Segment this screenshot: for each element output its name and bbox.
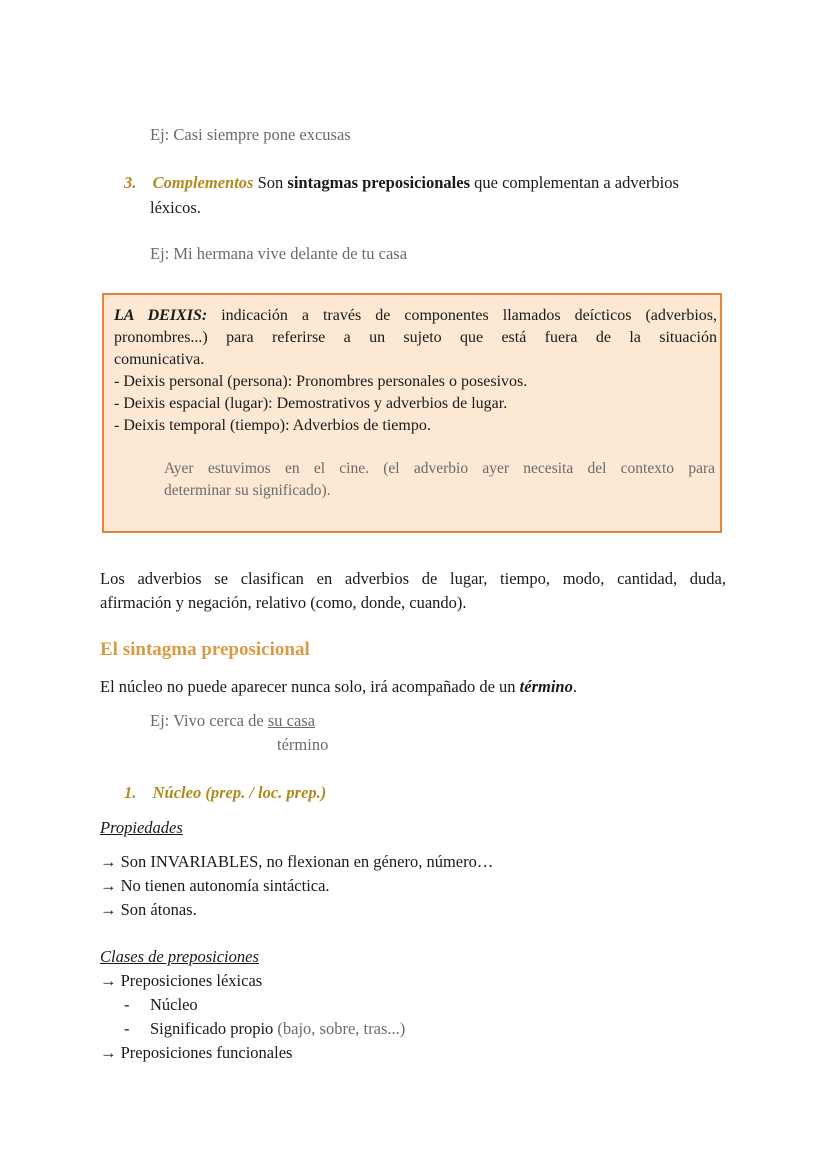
item-3-text-c: léxicos. — [150, 198, 201, 217]
deixis-line-2: pronombres...) para referirse a un sujeto que está fuera de la situación — [114, 329, 717, 346]
deixis-line-3: comunicativa. — [114, 351, 205, 368]
classes-heading: Clases de preposiciones — [100, 947, 259, 966]
example-vivo-cerca — [150, 709, 315, 733]
deixis-bullet-espacial: - Deixis espacial (lugar): Demostrativos y adverbios de lugar. — [114, 395, 508, 412]
classes-item-funcionales: → Preposiciones funcionales — [100, 1043, 293, 1062]
sub-item-significado-text: Significado propio — [150, 1019, 274, 1038]
property-item: → Son átonas. — [100, 900, 197, 919]
example-casi-siempre: Ej: Casi siempre pone excusas — [150, 125, 351, 144]
property-item: → Son INVARIABLES, no flexionan en género, número… — [100, 852, 494, 871]
item-3-text-a: Son — [253, 173, 288, 192]
section-intro — [100, 675, 577, 699]
deixis-line-1 — [114, 305, 717, 327]
sub-item-significado-examples: (bajo, sobre, tras...) — [273, 1019, 406, 1038]
section-intro-term: término — [519, 677, 573, 696]
item-1-title: Núcleo (prep. / loc. prep.) — [152, 783, 327, 802]
deixis-bullet-personal: - Deixis personal (persona): Pronombres personales o posesivos. — [114, 373, 528, 390]
item-3-number: 3. — [124, 173, 137, 192]
example-termino-label: término — [277, 735, 329, 754]
example-vivo-cerca-a: Ej: Vivo cerca de — [150, 711, 268, 730]
item-3-title: Complementos — [152, 173, 254, 192]
sub-dash: - — [124, 995, 130, 1014]
classes-item-lexicas: → Preposiciones léxicas — [100, 971, 263, 990]
deixis-bullet-temporal: - Deixis temporal (tiempo): Adverbios de tiempo. — [114, 417, 431, 434]
deixis-line-1-text: indicación a través de componentes llamados deícticos (adverbios, — [207, 307, 717, 324]
item-1-number: 1. — [124, 783, 137, 802]
item-3-complementos — [124, 171, 679, 195]
sub-item-nucleo: Núcleo — [150, 995, 198, 1014]
sub-dash: - — [124, 1019, 130, 1038]
deixis-title: LA DEIXIS: — [114, 307, 208, 324]
item-3-text-bold: sintagmas preposicionales — [287, 173, 470, 192]
section-intro-a: El núcleo no puede aparecer nunca solo, irá acompañado de un — [100, 677, 520, 696]
deixis-example-line-1: Ayer estuvimos en el cine. (el adverbio ayer necesita del contexto para — [164, 460, 715, 477]
example-mi-hermana: Ej: Mi hermana vive delante de tu casa — [150, 244, 408, 263]
deixis-box — [102, 293, 722, 533]
example-su-casa: su casa — [267, 711, 316, 730]
section-intro-b: . — [572, 677, 577, 696]
classification-line-1: Los adverbios se clasifican en adverbios de lugar, tiempo, modo, cantidad, duda, — [100, 569, 726, 588]
classification-line-2: afirmación y negación, relativo (como, donde, cuando). — [100, 593, 467, 612]
item-1-nucleo — [124, 781, 326, 805]
property-item: → No tienen autonomía sintáctica. — [100, 876, 330, 895]
item-3-text-b: que complementan a adverbios — [470, 173, 679, 192]
sub-item-significado — [150, 1017, 405, 1041]
section-heading: El sintagma preposicional — [100, 639, 310, 660]
properties-heading: Propiedades — [100, 818, 183, 837]
deixis-example-line-2: determinar su significado). — [164, 482, 331, 499]
